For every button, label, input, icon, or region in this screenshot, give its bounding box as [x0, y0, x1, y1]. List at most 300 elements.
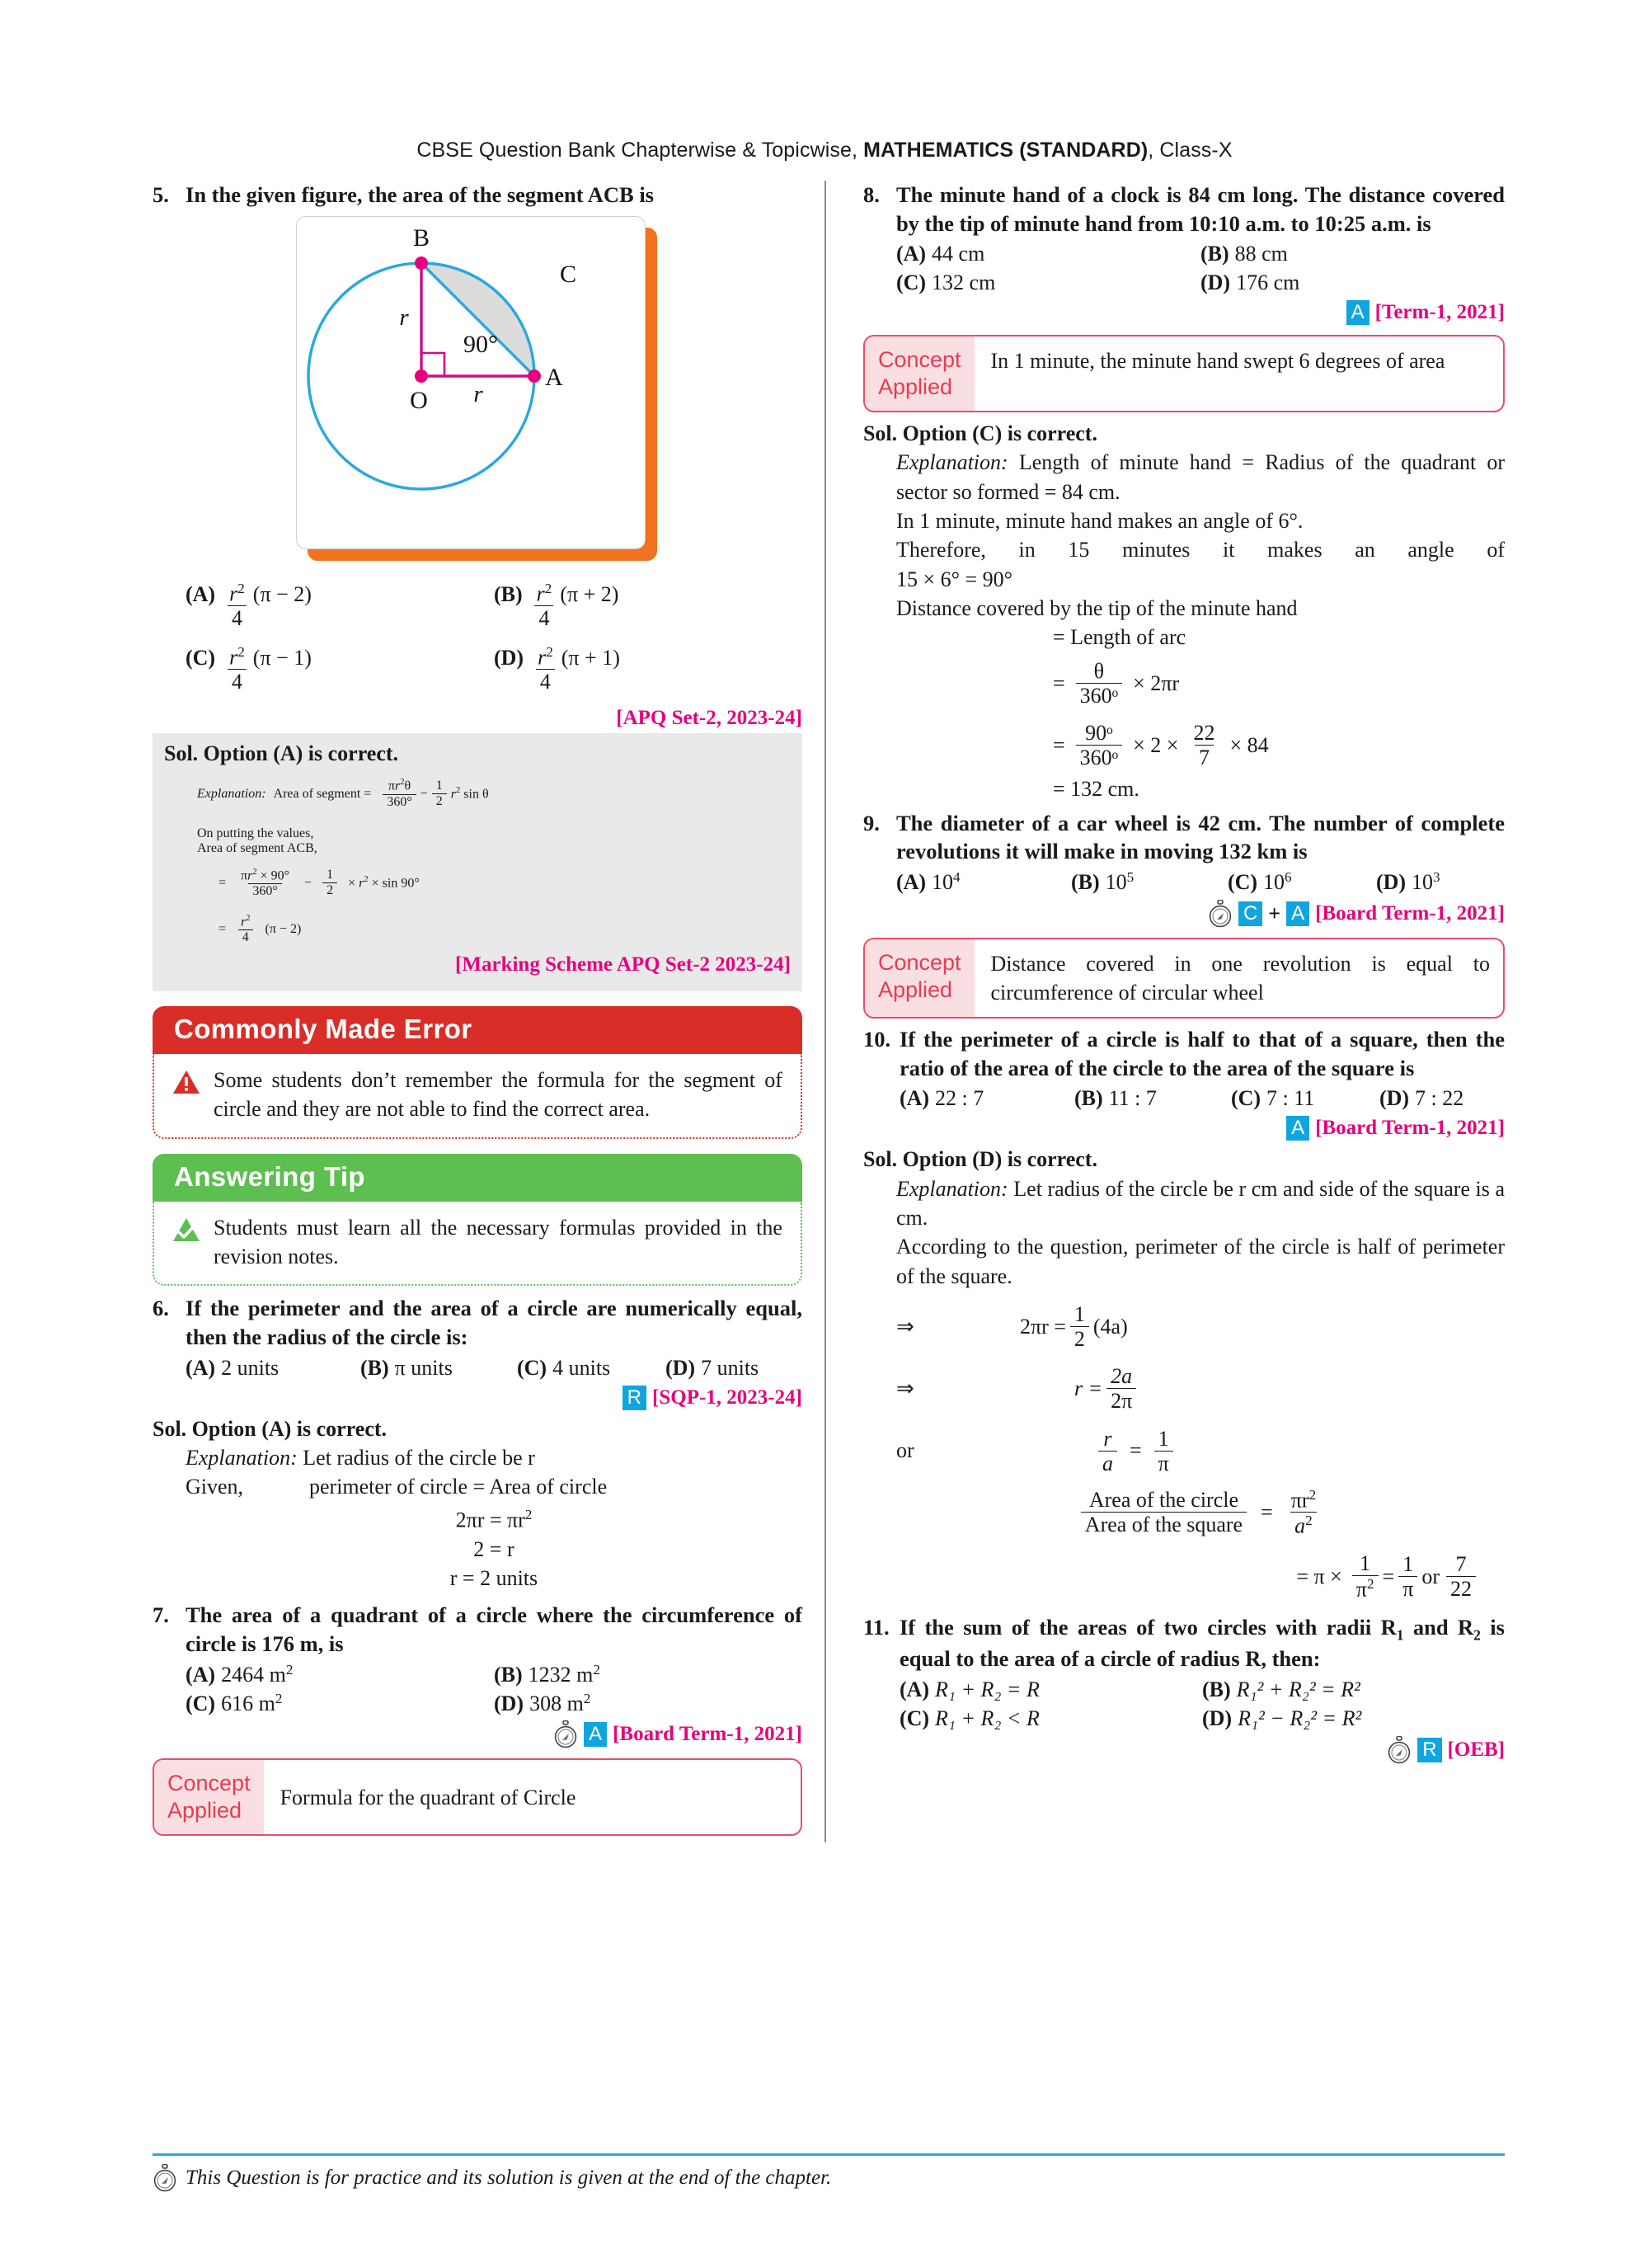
q10-eq1-num: 1	[1073, 1302, 1085, 1327]
q10-eq5-lead: = π ×	[1296, 1565, 1342, 1588]
question-7-source-text: [Board Term-1, 2021]	[613, 1723, 802, 1746]
question-6-text: If the perimeter and the area of a circle are numerically equal, then the radius of the circle is:	[186, 1296, 802, 1350]
question-6-number: 6.	[153, 1296, 169, 1321]
question-5-expl-label: Explanation:	[197, 786, 266, 801]
question-11-option-d[interactable]	[1202, 1705, 1505, 1734]
svg-text:90°: 90°	[463, 330, 498, 358]
q10-eq2-left: r =	[1073, 1376, 1103, 1401]
error-box-body	[153, 1054, 802, 1139]
question-7-number: 7.	[153, 1602, 169, 1628]
question-5-number: 5.	[153, 182, 169, 207]
question-8	[863, 181, 1505, 325]
question-8-text: The minute hand of a clock is 84 cm long. The distance covered by the tip of minute hand from 10:10 a.m. to 10:25 a.m. is	[895, 182, 1505, 236]
q11-sub1: 1	[1396, 1626, 1404, 1644]
q8-theta-tail: × 2πr	[1133, 671, 1180, 695]
option-d[interactable]	[494, 644, 802, 694]
question-5-marking-scheme: [Marking Scheme APQ Set-2 2023-24]	[455, 953, 791, 976]
question-5-source	[153, 707, 802, 730]
q10-eq4-rnum: πr	[1290, 1488, 1309, 1513]
q9-opt-d-tag: (D)	[1375, 870, 1407, 895]
q10-eq5-den-sup: 2	[1366, 1576, 1374, 1593]
question-7-option-c[interactable]	[186, 1690, 494, 1719]
question-11-option-a[interactable]	[900, 1676, 1202, 1705]
question-10-eq3: or $\frac{r}{a}$ = $\frac{1}{\pi}$	[896, 1427, 1505, 1475]
question-8-option-a[interactable]	[896, 240, 1200, 269]
question-9-plus: +	[1268, 901, 1281, 925]
q8-opt-c-val: 132 cm	[932, 271, 996, 295]
q7-opt-d-tag: (D)	[493, 1691, 524, 1715]
option-d-den: 4	[536, 669, 555, 694]
option-c-sup: 2	[237, 643, 245, 660]
question-8-concept-label	[865, 336, 975, 411]
question-9-option-c[interactable]	[1228, 868, 1376, 897]
q6-opt-c-val: 4 units	[552, 1355, 611, 1380]
q9-opt-a-tag: (A)	[895, 870, 927, 895]
q7-opt-a-tag: (A)	[186, 1662, 216, 1687]
question-5-equation-1: = $\frac{\pi r^2 \times 90^\circ}{360^\circ}$ − $\frac{1}{2}$ × $r^2 \times \sin 90^\circ$	[218, 867, 420, 898]
q7-opt-b-val: 1232 m	[528, 1662, 594, 1687]
question-8-explanation	[896, 448, 1505, 506]
compass-icon	[153, 2164, 177, 2192]
q8-concept-word: Concept	[877, 347, 961, 373]
half-fraction: $\frac{1}{2}$	[432, 779, 447, 809]
concept-word: Concept	[167, 1771, 251, 1796]
option-c-den: 4	[228, 669, 247, 694]
q9-opt-b-sup: 5	[1126, 869, 1135, 886]
q11-text-p2: and R	[1403, 1615, 1474, 1640]
q6-opt-d-tag: (D)	[665, 1355, 696, 1380]
option-a-den: 4	[228, 605, 247, 630]
q11-opt-b-val: R₁² + R₂² = R²	[1236, 1677, 1360, 1702]
q10-opt-a-val: 22 : 7	[935, 1086, 984, 1111]
q11-opt-b-tag: (B)	[1201, 1677, 1231, 1702]
q8-applied-word: Applied	[877, 374, 953, 399]
q10-eq1-den: 2	[1070, 1326, 1089, 1351]
q8-theta-num: θ	[1093, 658, 1105, 683]
check-icon	[172, 1213, 200, 1272]
q8-opt-d-tag: (D)	[1200, 271, 1231, 295]
header-subject: MATHEMATICS (STANDARD)	[863, 139, 1149, 162]
question-7-options-row2	[153, 1690, 802, 1719]
q10-imply-2: ⇒	[895, 1376, 914, 1401]
question-7-concept-label	[154, 1760, 264, 1834]
question-7-options-row1	[153, 1661, 802, 1690]
option-c-num: r	[229, 645, 238, 670]
question-10-option-a[interactable]	[900, 1085, 1074, 1113]
q10-eq5-d3: 22	[1446, 1576, 1476, 1601]
question-10-eq2	[896, 1364, 1505, 1413]
question-8-options-row1	[863, 240, 1505, 269]
q6-opt-b-val: π units	[394, 1355, 453, 1380]
q10-eq4-rden: a	[1294, 1514, 1306, 1539]
question-10-explanation	[896, 1174, 1505, 1233]
q9-opt-c-val: 10	[1263, 870, 1285, 895]
question-8-source	[863, 300, 1505, 325]
commonly-made-error-box	[153, 1006, 802, 1139]
q10-opt-c-tag: (C)	[1230, 1086, 1261, 1111]
q10-eq4-rden-sup: 2	[1305, 1513, 1313, 1529]
q8-opt-c-tag: (C)	[895, 271, 927, 295]
question-6-expl-text: Let radius of the circle be r	[303, 1445, 535, 1470]
question-10-eq4: $\frac{\text{Area of the circle}}{\text{Area of the square}}$ = $\frac{\pi r^2}{a^2}$	[896, 1487, 1505, 1539]
question-8-concept-applied	[863, 335, 1505, 412]
tip-box-title: Answering Tip	[153, 1154, 802, 1202]
q8-mid: × 2 ×	[1133, 732, 1179, 757]
question-10-eq1	[896, 1302, 1505, 1351]
question-10-solution	[863, 1145, 1505, 1602]
option-a-num: r	[229, 581, 238, 606]
q10-eq5-n3: 7	[1455, 1552, 1467, 1577]
q10-eq5-eq: =	[1382, 1565, 1395, 1588]
q10-eq5-den: π	[1355, 1578, 1367, 1602]
error-box-text: Some students don’t remember the formula for the segment of circle and they are not able to find the correct area.	[214, 1067, 782, 1122]
question-7	[153, 1601, 802, 1748]
svg-text:A: A	[545, 363, 563, 391]
question-8-line4: 15 × 6° = 90°	[895, 567, 1013, 591]
question-9-options	[863, 868, 1505, 897]
question-5-options-row2	[153, 644, 802, 694]
q10-opt-c-val: 7 : 11	[1266, 1086, 1315, 1111]
q11-sub2: 2	[1473, 1626, 1481, 1644]
q9-opt-d-sup: 3	[1433, 869, 1440, 886]
q11-opt-a-val: R₁ + R₂ = R	[935, 1677, 1040, 1702]
question-10-badge: A	[1286, 1116, 1309, 1141]
q8-opt-a-tag: (A)	[895, 242, 927, 266]
question-6-given	[186, 1472, 802, 1501]
question-9-option-b[interactable]	[1071, 868, 1228, 897]
question-7-concept-applied	[153, 1758, 802, 1836]
q7-opt-a-sup: 2	[285, 1661, 294, 1677]
q10-opt-b-val: 11 : 7	[1108, 1086, 1157, 1111]
q11-opt-c-tag: (C)	[899, 1706, 930, 1730]
question-9	[863, 809, 1505, 928]
question-5-equation-2: = $\frac{r^2}{4}$ (π − 2)	[218, 913, 302, 944]
question-6-solution	[153, 1414, 802, 1593]
page-header	[0, 0, 1649, 162]
question-6-eq1	[186, 1505, 802, 1535]
question-9-option-d[interactable]	[1376, 868, 1440, 897]
q7-opt-d-sup: 2	[583, 1690, 591, 1706]
question-7-concept-text: Formula for the quadrant of Circle	[280, 1785, 576, 1809]
option-c-tag: (C)	[186, 645, 216, 670]
option-b-den: 4	[534, 605, 553, 630]
option-a-fraction	[225, 581, 249, 631]
q8-n360: 360ᵒ	[1076, 745, 1123, 769]
footer-rule	[153, 2153, 1505, 2156]
question-6-option-c[interactable]	[517, 1354, 665, 1383]
question-5-options-row1	[153, 581, 802, 631]
question-5-area-acb: Area of segment ACB,	[197, 840, 317, 855]
svg-text:B: B	[412, 224, 430, 252]
q10-eq1-tail: (4a)	[1092, 1314, 1128, 1339]
option-b-paren: (π + 2)	[560, 581, 619, 606]
error-box-title: Commonly Made Error	[153, 1006, 802, 1054]
question-6-source	[153, 1386, 802, 1410]
option-b-tag: (B)	[493, 581, 523, 606]
question-11-option-c[interactable]	[900, 1705, 1202, 1734]
question-8-expl-label: Explanation:	[895, 450, 1008, 475]
question-8-option-d[interactable]	[1200, 269, 1505, 298]
question-8-eq-theta: = $\frac{\theta}{\text{360ᵒ}}$ × 2πr	[1052, 658, 1180, 708]
question-5-heading	[153, 181, 802, 209]
question-6-given-text: perimeter of circle = Area of circle	[309, 1475, 608, 1499]
footer-note	[153, 2164, 1505, 2192]
option-c[interactable]	[186, 644, 494, 694]
q10-eq3-rden: π	[1154, 1451, 1173, 1475]
option-d-sup: 2	[546, 643, 553, 660]
q7-opt-b-sup: 2	[593, 1661, 600, 1677]
q10-opt-d-val: 7 : 22	[1415, 1086, 1464, 1111]
question-7-text: The area of a quadrant of a circle where the circumference of circle is 176 m, is	[186, 1602, 802, 1657]
q6-eq1-text: 2πr = πr	[455, 1508, 525, 1532]
question-8-badge: A	[1346, 300, 1369, 325]
question-9-source-text: [Board Term-1, 2021]	[1315, 901, 1505, 925]
question-6-source-text: [SQP-1, 2023-24]	[652, 1386, 802, 1409]
question-8-solution	[863, 419, 1505, 804]
option-d-tag: (D)	[493, 645, 524, 670]
question-11-badge: R	[1417, 1738, 1441, 1762]
column-divider	[824, 181, 826, 1842]
question-9-concept-text: Distance covered in one revolution is equal to circumference of circular wheel	[990, 951, 1490, 1005]
option-a-paren: (π − 2)	[252, 581, 312, 606]
question-10-heading	[863, 1025, 1505, 1082]
tip-box-body	[153, 1202, 802, 1287]
question-9-badge-2: A	[1286, 901, 1309, 926]
option-c-fraction	[225, 644, 249, 694]
q7-opt-c-tag: (C)	[186, 1691, 216, 1715]
question-9-badge-1: C	[1238, 901, 1262, 926]
svg-text:r: r	[473, 380, 483, 407]
q10-eq4-num: Area of the circle	[1088, 1488, 1239, 1513]
question-6-sol-title: Sol. Option (A) is correct.	[153, 1416, 388, 1441]
question-8-eq-numeric: = $\frac{\text{90ᵒ}}{\text{360ᵒ}}$ × 2 × $\frac{22}{7}$ × 84	[1052, 721, 1269, 770]
question-9-number: 9.	[862, 810, 880, 835]
svg-text:O: O	[410, 386, 428, 414]
q6-opt-b-tag: (B)	[360, 1355, 389, 1380]
footer-note-text: This Question is for practice and its solution is given at the end of the chapter.	[186, 2167, 832, 2189]
q10-eq5-n2: 1	[1402, 1552, 1414, 1577]
question-5-sol-title: Sol. Option (A) is correct.	[164, 741, 399, 766]
option-d-paren: (π + 1)	[561, 645, 620, 670]
question-8-eq-arc: = Length of arc	[1052, 625, 1186, 650]
q10-eq5-d2: π	[1398, 1576, 1417, 1601]
question-8-concept-text: In 1 minute, the minute hand swept 6 degrees of area	[990, 349, 1445, 374]
q10-eq1-left: 2πr =	[1019, 1314, 1066, 1339]
q10-or-word: or	[895, 1438, 914, 1463]
question-6-explanation	[186, 1443, 802, 1472]
question-6	[153, 1294, 802, 1409]
question-7-option-b[interactable]	[494, 1661, 802, 1690]
question-8-eq-result: = 132 cm.	[1052, 777, 1139, 802]
q8-7: 7	[1195, 745, 1214, 769]
q10-eq2-num: 2a	[1111, 1364, 1133, 1389]
two-column-body	[0, 181, 1649, 1842]
q7-opt-c-sup: 2	[275, 1690, 283, 1706]
question-10-eq5	[896, 1551, 1505, 1602]
question-8-line2: In 1 minute, minute hand makes an angle of 6°.	[895, 509, 1304, 534]
question-11-source-text: [OEB]	[1447, 1738, 1505, 1761]
q6-opt-a-val: 2 units	[221, 1355, 280, 1380]
question-5	[153, 181, 802, 730]
question-8-number: 8.	[862, 182, 880, 207]
right-column	[829, 181, 1505, 1842]
figure-drawing	[296, 216, 659, 562]
question-9-heading	[863, 809, 1505, 866]
q10-opt-b-tag: (B)	[1073, 1086, 1103, 1111]
q7-opt-b-tag: (B)	[493, 1662, 523, 1687]
q9-opt-c-sup: 6	[1285, 869, 1292, 886]
question-8-option-c[interactable]	[896, 269, 1200, 298]
question-6-given-label: Given,	[186, 1475, 244, 1499]
question-10-line2: According to the question, perimeter of the circle is half of perimeter of the square.	[895, 1235, 1505, 1288]
question-8-line5: Distance covered by the tip of the minute hand	[895, 596, 1298, 621]
q10-imply-1: ⇒	[895, 1314, 914, 1339]
question-10-source-text: [Board Term-1, 2021]	[1315, 1117, 1505, 1140]
q9-applied-word: Applied	[877, 976, 953, 1002]
question-10-source	[863, 1116, 1505, 1141]
question-6-options	[153, 1354, 802, 1383]
question-8-option-b[interactable]	[1200, 240, 1505, 269]
q11-text-p3: is equal to the area of a circle of radius R, then:	[899, 1615, 1505, 1672]
option-b-num: r	[536, 581, 545, 606]
header-suffix: , Class-X	[1148, 139, 1233, 162]
option-b-fraction	[533, 581, 557, 631]
question-5-explanation-line: Explanation: Area of segment = $\frac{\pi r^2\theta}{360^\circ}$ − $\frac{1}{2}$ $r^2$ sin θ	[197, 778, 489, 809]
question-6-heading	[153, 1294, 802, 1351]
question-6-eq2: 2 = r	[473, 1536, 514, 1561]
page-footer	[153, 2153, 1505, 2192]
q11-opt-c-val: R₁ + R₂ < R	[935, 1706, 1040, 1730]
q7-opt-d-val: 308 m	[529, 1691, 584, 1715]
question-10	[863, 1025, 1505, 1141]
option-a[interactable]	[186, 581, 494, 631]
q7-opt-a-val: 2464 m	[221, 1662, 286, 1687]
q11-text-p1: If the sum of the areas of two circles with radii R	[899, 1615, 1397, 1640]
question-10-expl-text: Let radius of the circle be r cm and side of the square is a cm.	[895, 1176, 1505, 1230]
question-10-sol-title: Sol. Option (D) is correct.	[862, 1147, 1097, 1172]
q9-opt-a-val: 10	[932, 870, 954, 895]
question-6-option-a[interactable]	[186, 1354, 360, 1383]
q8-n90: 90ᵒ	[1085, 721, 1113, 746]
question-11-option-b[interactable]	[1202, 1676, 1505, 1705]
tip-box-text: Students must learn all the necessary formulas provided in the revision notes.	[214, 1215, 782, 1268]
question-11-heading	[863, 1613, 1505, 1673]
question-6-option-b[interactable]	[360, 1354, 517, 1383]
question-11-source	[863, 1736, 1505, 1764]
q9-concept-word: Concept	[877, 949, 961, 975]
q9-opt-c-tag: (C)	[1227, 870, 1258, 895]
question-9-option-a[interactable]	[896, 868, 1071, 897]
question-11-options-row1	[863, 1676, 1505, 1705]
q7-opt-c-val: 616 m	[221, 1691, 275, 1715]
question-11-options-row2	[863, 1705, 1505, 1734]
question-7-heading	[153, 1601, 802, 1658]
question-8-options-row2	[863, 269, 1505, 298]
question-10-option-c[interactable]	[1231, 1085, 1379, 1113]
question-11-number: 11.	[862, 1615, 890, 1640]
svg-text:r: r	[399, 303, 409, 331]
answering-tip-box	[153, 1154, 802, 1287]
q10-eq4-den: Area of the square	[1081, 1512, 1247, 1536]
question-9-source	[863, 900, 1505, 928]
question-7-option-a[interactable]	[186, 1661, 494, 1690]
question-9-concept-label	[865, 939, 975, 1017]
question-11	[863, 1613, 1505, 1764]
question-10-option-d[interactable]	[1379, 1085, 1463, 1113]
q11-opt-d-tag: (D)	[1201, 1706, 1233, 1730]
q10-opt-d-tag: (D)	[1379, 1086, 1410, 1111]
option-b[interactable]	[494, 581, 802, 631]
compass-icon	[553, 1720, 578, 1748]
q9-opt-b-val: 10	[1105, 870, 1127, 895]
question-7-option-d[interactable]	[494, 1690, 802, 1719]
question-8-heading	[863, 181, 1505, 238]
q6-opt-a-tag: (A)	[186, 1355, 216, 1380]
question-6-eq3: r = 2 units	[449, 1566, 538, 1590]
q8-opt-a-val: 44 cm	[932, 242, 985, 266]
q9-opt-b-tag: (B)	[1070, 870, 1100, 895]
q8-opt-b-tag: (B)	[1200, 242, 1229, 266]
circle-segment-figure	[296, 216, 659, 562]
header-prefix: CBSE Question Bank Chapterwise & Topicwise,	[416, 139, 864, 162]
question-6-badge: R	[622, 1386, 646, 1410]
segment-area-fraction: $\frac{\pi r^2\theta}{360^\circ}$	[383, 778, 416, 809]
question-5-on-putting: On putting the values,	[197, 826, 314, 840]
question-6-option-d[interactable]	[665, 1354, 759, 1383]
question-8-sol-title: Sol. Option (C) is correct.	[862, 421, 1097, 445]
question-9-concept-applied	[863, 938, 1505, 1019]
question-10-options	[863, 1085, 1505, 1113]
q11-opt-d-val: R₁² − R₂² = R²	[1238, 1706, 1362, 1730]
q6-opt-d-val: 7 units	[701, 1355, 759, 1380]
q6-opt-c-tag: (C)	[517, 1355, 547, 1380]
q10-eq5-or: or	[1421, 1565, 1440, 1588]
q8-opt-b-val: 88 cm	[1234, 242, 1288, 266]
option-b-sup: 2	[544, 580, 552, 596]
option-a-sup: 2	[237, 580, 245, 596]
question-8-line3: Therefore, in 15 minutes it makes an angle of	[895, 538, 1505, 562]
q8-opt-d-val: 176 cm	[1236, 271, 1300, 295]
q10-eq4-rnum-sup: 2	[1308, 1486, 1317, 1503]
option-d-fraction	[533, 644, 557, 694]
question-10-expl-label: Explanation:	[895, 1176, 1008, 1201]
question-11-text	[900, 1613, 1505, 1673]
compass-icon	[1208, 900, 1233, 928]
q9-opt-d-val: 10	[1412, 870, 1434, 895]
q9-opt-a-sup: 4	[953, 869, 961, 886]
q10-eq2-den: 2π	[1106, 1388, 1136, 1413]
question-10-option-b[interactable]	[1074, 1085, 1231, 1113]
left-column	[153, 181, 829, 1842]
warning-icon	[172, 1066, 200, 1124]
question-5-expl-text: Area of segment =	[273, 786, 372, 801]
q8-22: 22	[1193, 721, 1215, 746]
svg-text:C: C	[559, 260, 576, 288]
question-7-source	[153, 1720, 802, 1748]
option-a-tag: (A)	[186, 581, 216, 606]
compass-icon	[1387, 1736, 1412, 1764]
q10-eq5-num: 1	[1360, 1551, 1371, 1576]
question-10-number: 10.	[862, 1027, 891, 1052]
question-5-text: In the given figure, the area of the segment ACB is	[186, 182, 654, 207]
question-9-text: The diameter of a car wheel is 42 cm. The number of complete revolutions it will make in moving 132 km is	[895, 810, 1505, 864]
question-6-expl-label: Explanation:	[186, 1445, 298, 1470]
q10-eq3-num: r	[1103, 1426, 1112, 1451]
q10-eq3-den: a	[1098, 1451, 1117, 1475]
q10-eq3-rnum: 1	[1158, 1426, 1169, 1451]
question-10-text: If the perimeter of a circle is half to that of a square, then the ratio of the area of the circle to the area of the square is	[899, 1027, 1505, 1080]
question-8-expl-text: Length of minute hand = Radius of the quadrant or sector so formed = 84 cm.	[895, 450, 1506, 504]
